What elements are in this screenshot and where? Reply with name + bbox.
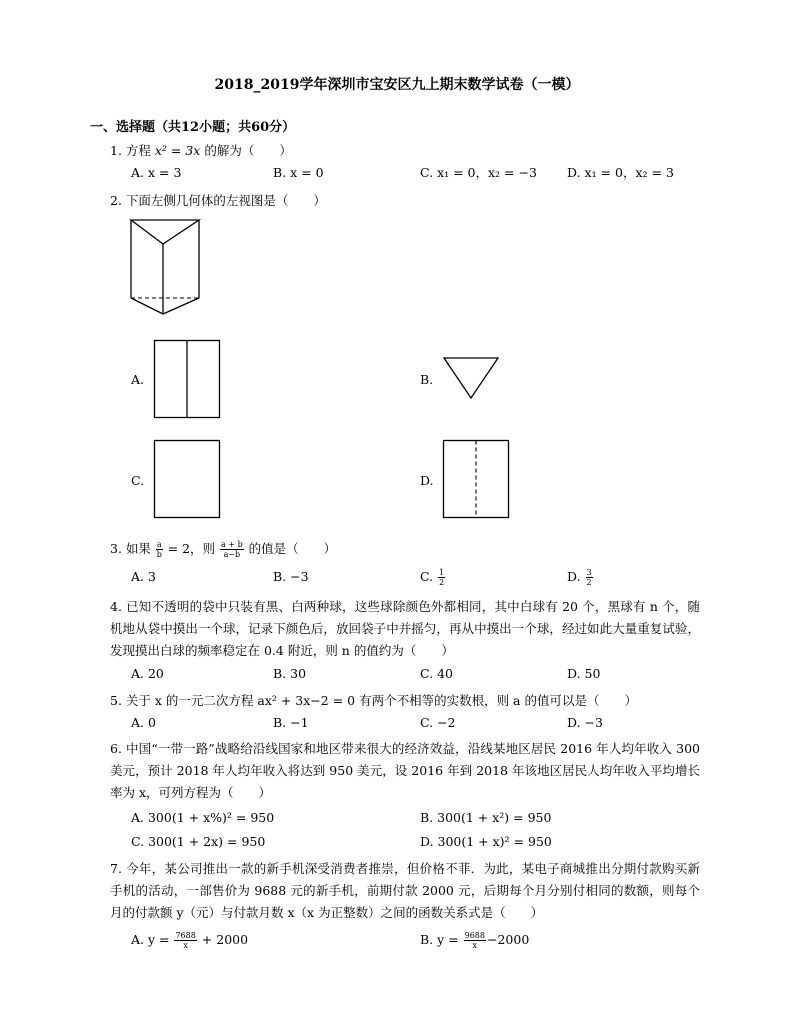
question-3: 3. 如果 $\frac{a}{b}$ = 2，则 $\frac{a + b}{a-b}$ 的值是（ ） xyxy=(110,540,337,559)
question-4: 4. 已知不透明的袋中只装有黑、白两种球，这些球除颜色外都相同，其中白球有 20 个，黑球有 n 个，随机地从袋中摸出一个球，记录下颜色后，放回袋子中并摇匀，再从中摸出一个球，经过如此大量重复试验，发现摸出白球的频率稳定在 0.4 附近，则 n 的值约为（ ） xyxy=(110,599,700,658)
q2-option-c-figure xyxy=(153,439,223,521)
q7-option-b: B. y = $\frac{9688}{x}$ −2000 xyxy=(420,931,530,950)
q1-option-d: D. x₁ = 0，x₂ = 3 xyxy=(567,165,674,180)
q2-label-a: A. xyxy=(131,372,145,387)
question-7: 7. 今年，某公司推出一款的新手机深受消费者推崇，但价格不菲．为此，某电子商城推出分期付款购买新手机的活动，一部售价为 9688 元的新手机，前期付款 2000 元，后期每个月分别付相同的数额，则每个月的付款额 y（元）与付款月数 x（x 为正整数）之间的函数关系式是（ ） xyxy=(110,861,700,920)
q1-option-a: A. x = 3 xyxy=(131,165,182,180)
q5-option-b: B. −1 xyxy=(273,715,309,730)
question-5: 5. 关于 x 的一元二次方程 ax² + 3x−2 = 0 有两个不相等的实数根，则 a 的值可以是（ ） xyxy=(110,693,637,708)
q7-option-a: A. y = $\frac{7688}{x}$ + 2000 xyxy=(131,931,249,950)
question-1: 1. 方程 x² = 3x 的解为（ ） xyxy=(110,143,292,158)
prism-figure xyxy=(126,216,206,318)
q2-label-b: B. xyxy=(420,372,434,387)
q2-option-d-figure xyxy=(442,439,512,521)
q3-fraction-a-over-b: $\frac{a}{b}$ xyxy=(156,540,162,559)
q6-option-c: C. 300(1 + 2x) = 950 xyxy=(131,834,266,849)
q1-equation: x² = 3x xyxy=(154,143,201,158)
q2-label-c: C. xyxy=(131,473,145,488)
q4-option-d: D. 50 xyxy=(567,666,601,681)
q5-option-d: D. −3 xyxy=(567,715,603,730)
q5-option-a: A. 0 xyxy=(131,715,156,730)
q4-option-c: C. 40 xyxy=(420,666,453,681)
q6-option-d: D. 300(1 + x)² = 950 xyxy=(420,834,552,849)
q6-option-b: B. 300(1 + x²) = 950 xyxy=(420,810,552,825)
q4-option-b: B. 30 xyxy=(273,666,307,681)
q5-option-c: C. −2 xyxy=(420,715,456,730)
exam-title: 2018_2019学年深圳市宝安区九上期末数学试卷（一模） xyxy=(214,77,580,93)
q3-option-d: D. $\frac{3}{2}$ xyxy=(567,568,592,587)
q6-option-a: A. 300(1 + x%)² = 950 xyxy=(131,810,275,825)
q1-option-b: B. x = 0 xyxy=(273,165,324,180)
q2-option-a-figure xyxy=(153,339,223,421)
q3-option-a: A. 3 xyxy=(131,569,156,584)
question-6: 6. 中国“一带一路”战略给沿线国家和地区带来很大的经济效益，沿线某地区居民 2016 年人均年收入 300 美元，预计 2018 年人均年收入将达到 950 美元，设 2016 年到 2018 年该地区居民人均年收入平均增长率为 x，可列方程为（ ） xyxy=(110,741,700,800)
q3-fraction-sum-over-diff: $\frac{a + b}{a-b}$ xyxy=(221,540,243,559)
question-2: 2. 下面左侧几何体的左视图是（ ） xyxy=(110,193,326,208)
q2-label-d: D. xyxy=(420,473,434,488)
q1-option-c: C. x₁ = 0，x₂ = −3 xyxy=(420,165,537,180)
q2-option-b-figure xyxy=(442,356,502,402)
q4-option-a: A. 20 xyxy=(131,666,164,681)
q3-option-c: C. $\frac{1}{2}$ xyxy=(420,568,445,587)
q3-option-b: B. −3 xyxy=(273,569,309,584)
section-heading: 一、选择题（共12小题；共60分） xyxy=(90,120,296,135)
